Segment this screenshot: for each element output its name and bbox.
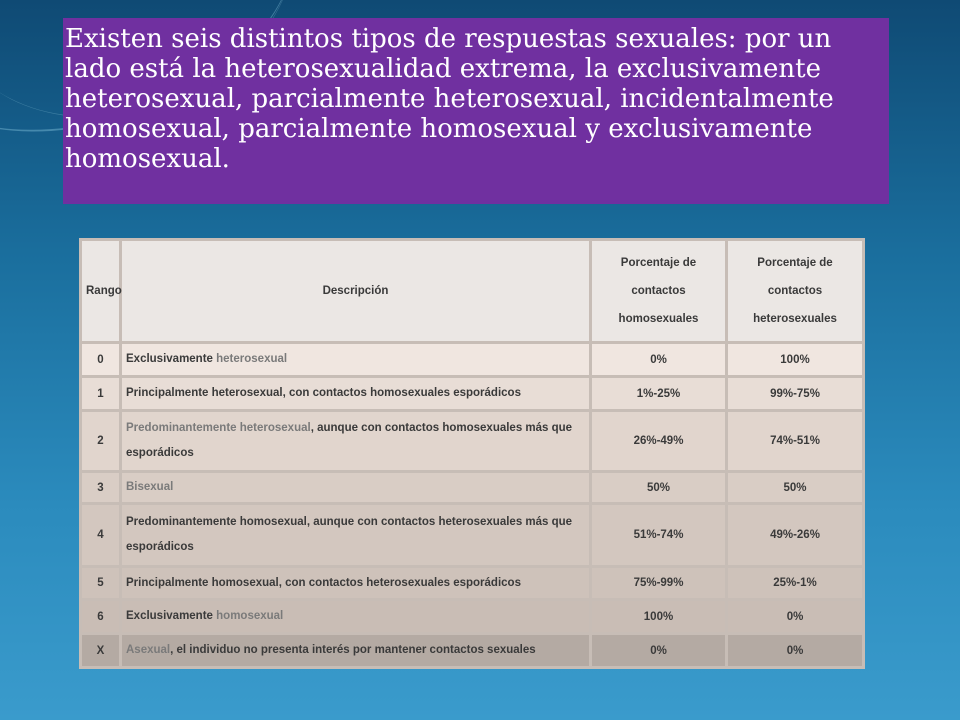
cell-descripcion	[121, 472, 591, 504]
table-row	[81, 472, 864, 504]
desc-text: , aunque con contactos homosexuales más que esporádicos	[126, 422, 573, 459]
cell-pct-hetero: 49%-26%	[727, 504, 864, 567]
cell-rango: 3	[81, 472, 121, 504]
desc-text-light: Bisexual	[126, 481, 174, 493]
desc-text-light: Predominantemente heterosexual	[126, 422, 311, 434]
table-header-row	[81, 240, 864, 343]
table-row	[81, 343, 864, 377]
cell-rango: 5	[81, 567, 121, 600]
cell-rango: 1	[81, 377, 121, 411]
desc-text: Principalmente heterosexual, con contactos homosexuales esporádicos	[126, 387, 521, 399]
cell-descripcion	[121, 343, 591, 377]
table-row	[81, 600, 864, 634]
table-row	[81, 634, 864, 668]
kinsey-table-image	[79, 238, 862, 666]
cell-pct-homo: 100%	[591, 600, 727, 634]
cell-descripcion	[121, 567, 591, 600]
cell-pct-hetero: 0%	[727, 600, 864, 634]
cell-descripcion	[121, 600, 591, 634]
cell-pct-homo: 0%	[591, 343, 727, 377]
cell-pct-hetero: 0%	[727, 634, 864, 668]
cell-pct-homo: 0%	[591, 634, 727, 668]
desc-text: Exclusivamente	[126, 353, 213, 365]
desc-text: Exclusivamente	[126, 610, 213, 622]
cell-rango: 6	[81, 600, 121, 634]
cell-rango: 0	[81, 343, 121, 377]
cell-descripcion	[121, 377, 591, 411]
cell-rango: 4	[81, 504, 121, 567]
cell-descripcion	[121, 411, 591, 472]
table-row	[81, 377, 864, 411]
header-pct-heterosexuales: Porcentaje de contactos heterosexuales	[727, 240, 864, 343]
header-descripcion: Descripción	[121, 240, 591, 343]
desc-text-light: Asexual	[126, 644, 171, 656]
desc-text: Principalmente homosexual, con contactos heterosexuales esporádicos	[126, 576, 521, 589]
cell-pct-homo: 75%-99%	[591, 567, 727, 600]
cell-pct-hetero: 74%-51%	[727, 411, 864, 472]
cell-descripcion	[121, 634, 591, 668]
cell-pct-hetero: 50%	[727, 472, 864, 504]
kinsey-scale-table	[79, 238, 865, 669]
cell-rango: X	[81, 634, 121, 668]
desc-text-light: homosexual	[216, 610, 284, 622]
cell-pct-hetero: 99%-75%	[727, 377, 864, 411]
title-box	[63, 18, 889, 204]
table-row	[81, 567, 864, 600]
desc-text: , el individuo no presenta interés por mantener contactos sexuales	[170, 644, 536, 656]
cell-pct-hetero: 25%-1%	[727, 567, 864, 600]
slide-title: Existen seis distintos tipos de respuestas sexuales: por un lado está la heterosexualidad extrema, la exclusivamente heterosexual, parcialmente heterosexual, incidentalmente homosexual, parcialmente homosexual y exclusivamente homosexual.	[65, 24, 834, 174]
table-row	[81, 504, 864, 567]
desc-text: Predominantemente homosexual, aunque con contactos heterosexuales más que esporádicos	[126, 516, 573, 553]
cell-rango: 2	[81, 411, 121, 472]
table-row	[81, 411, 864, 472]
cell-pct-homo: 51%-74%	[591, 504, 727, 567]
cell-pct-homo: 50%	[591, 472, 727, 504]
cell-descripcion	[121, 504, 591, 567]
desc-text-light: heterosexual	[216, 353, 288, 365]
cell-pct-homo: 26%-49%	[591, 411, 727, 472]
cell-pct-hetero: 100%	[727, 343, 864, 377]
cell-pct-homo: 1%-25%	[591, 377, 727, 411]
header-pct-homosexuales: Porcentaje de contactos homosexuales	[591, 240, 727, 343]
header-rango: Rango	[81, 240, 121, 343]
